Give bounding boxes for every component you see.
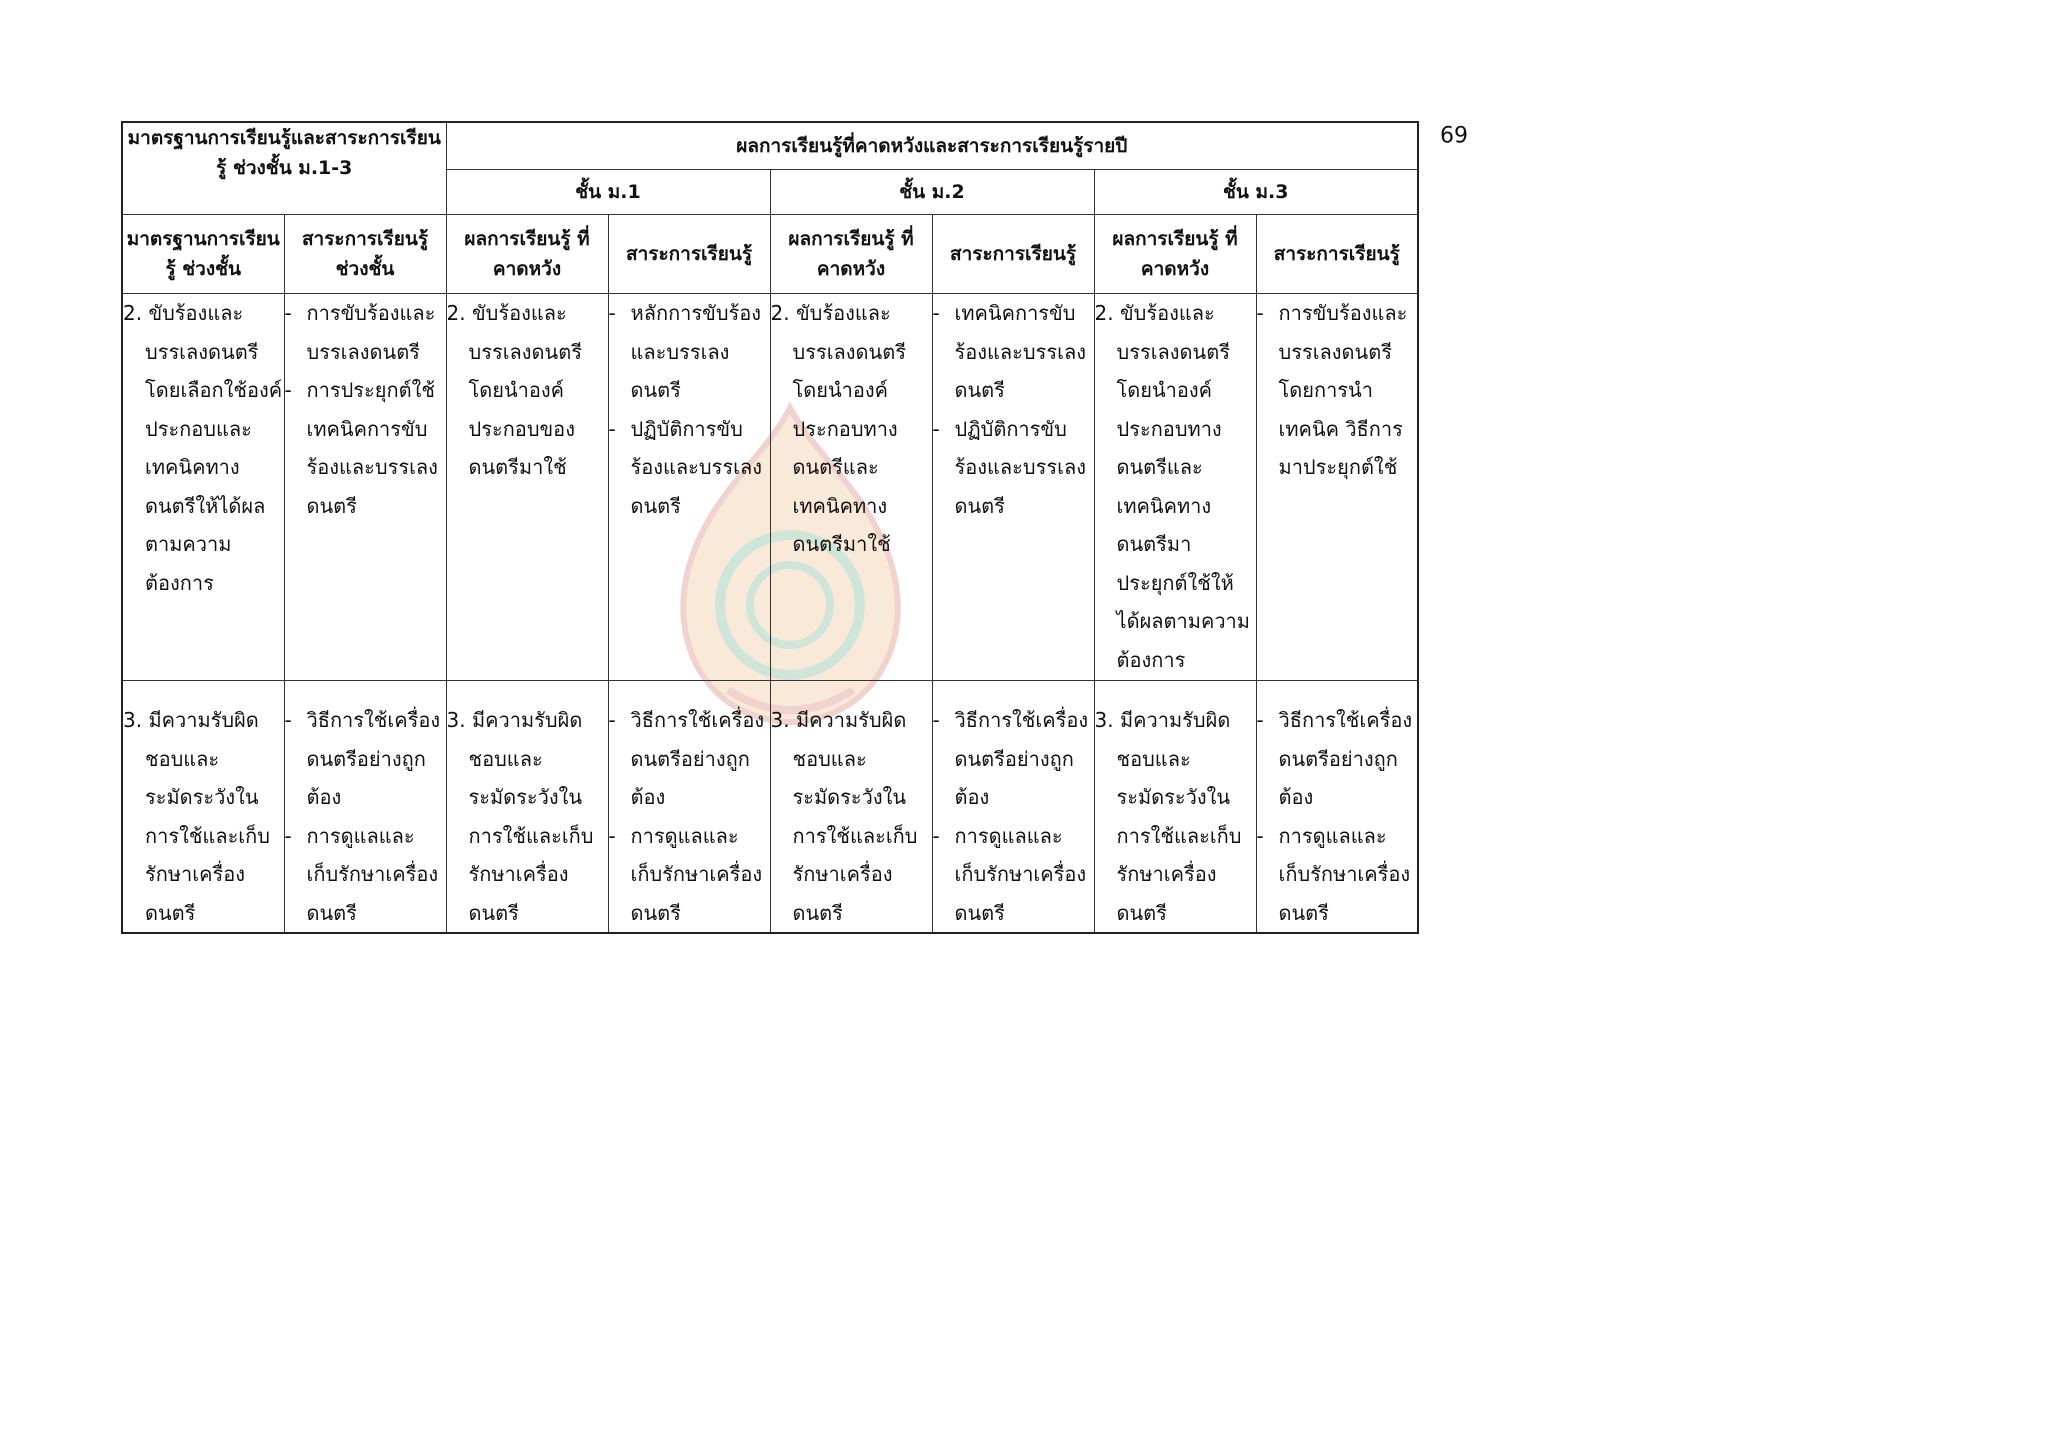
m2-content-cell: - วิธีการใช้เครื่องดนตรีอย่างถูกต้อง - การดูแลและเก็บรักษาเครื่องดนตรี (932, 681, 1094, 934)
col-header-m2-content: สาระการเรียนรู้ (932, 215, 1094, 294)
grade-m1-header: ชั้น ม.1 (446, 170, 770, 215)
m2-content-cell: - เทคนิคการขับร้องและบรรเลงดนตรี - ปฏิบัติการขับร้องและบรรเลงดนตรี (932, 294, 1094, 681)
col-header-m3-content: สาระการเรียนรู้ (1256, 215, 1418, 294)
content-cell: - การขับร้องและบรรเลงดนตรี - การประยุกต์ใช้เทคนิคการขับร้องและบรรเลงดนตรี (284, 294, 446, 681)
col-header-standard: มาตรฐานการเรียนรู้ ช่วงชั้น (122, 215, 284, 294)
header-outcomes-title: ผลการเรียนรู้ที่คาดหวังและสาระการเรียนรู้รายปี (446, 122, 1418, 170)
m3-outcome-cell: 2. ขับร้องและบรรเลงดนตรีโดยนำองค์ประกอบทางดนตรีและเทคนิคทางดนตรีมาประยุกต์ใช้ให้ได้ผลตามความต้องการ (1094, 294, 1256, 681)
content-cell: - วิธีการใช้เครื่องดนตรีอย่างถูกต้อง - การดูแลและเก็บรักษาเครื่องดนตรี (284, 681, 446, 934)
curriculum-table (121, 121, 1419, 934)
standard-cell: 3. มีความรับผิดชอบและระมัดระวังในการใช้และเก็บรักษาเครื่องดนตรี (122, 681, 284, 934)
m1-outcome-cell: 2. ขับร้องและบรรเลงดนตรีโดยนำองค์ประกอบของดนตรีมาใช้ (446, 294, 608, 681)
m1-content-cell: - หลักการขับร้องและบรรเลงดนตรี - ปฏิบัติการขับร้องและบรรเลงดนตรี (608, 294, 770, 681)
grade-m3-header: ชั้น ม.3 (1094, 170, 1418, 215)
m2-outcome-cell: 3. มีความรับผิดชอบและระมัดระวังในการใช้และเก็บรักษาเครื่องดนตรี (770, 681, 932, 934)
col-header-m1-outcome: ผลการเรียนรู้ ที่คาดหวัง (446, 215, 608, 294)
col-header-m1-content: สาระการเรียนรู้ (608, 215, 770, 294)
m3-outcome-cell: 3. มีความรับผิดชอบและระมัดระวังในการใช้และเก็บรักษาเครื่องดนตรี (1094, 681, 1256, 934)
header-standards-title: มาตรฐานการเรียนรู้และสาระการเรียนรู้ ช่วงชั้น ม.1-3 (122, 122, 446, 215)
col-header-content: สาระการเรียนรู้ ช่วงชั้น (284, 215, 446, 294)
m3-content-cell: - วิธีการใช้เครื่องดนตรีอย่างถูกต้อง - การดูแลและเก็บรักษาเครื่องดนตรี (1256, 681, 1418, 934)
m1-outcome-cell: 3. มีความรับผิดชอบและระมัดระวังในการใช้และเก็บรักษาเครื่องดนตรี (446, 681, 608, 934)
m1-content-cell: - วิธีการใช้เครื่องดนตรีอย่างถูกต้อง - การดูแลและเก็บรักษาเครื่องดนตรี (608, 681, 770, 934)
table-row (122, 294, 1418, 681)
page-number: 69 (1440, 120, 1468, 145)
grade-m2-header: ชั้น ม.2 (770, 170, 1094, 215)
col-header-m2-outcome: ผลการเรียนรู้ ที่คาดหวัง (770, 215, 932, 294)
table-row (122, 681, 1418, 934)
col-header-m3-outcome: ผลการเรียนรู้ ที่คาดหวัง (1094, 215, 1256, 294)
m2-outcome-cell: 2. ขับร้องและบรรเลงดนตรีโดยนำองค์ประกอบทางดนตรีและเทคนิคทางดนตรีมาใช้ (770, 294, 932, 681)
standard-cell: 2. ขับร้องและบรรเลงดนตรีโดยเลือกใช้องค์ประกอบและเทคนิคทางดนตรีให้ได้ผลตามความต้องการ (122, 294, 284, 681)
m3-content-cell: - การขับร้องและบรรเลงดนตรีโดยการนำเทคนิค วิธีการมาประยุกต์ใช้ (1256, 294, 1418, 681)
